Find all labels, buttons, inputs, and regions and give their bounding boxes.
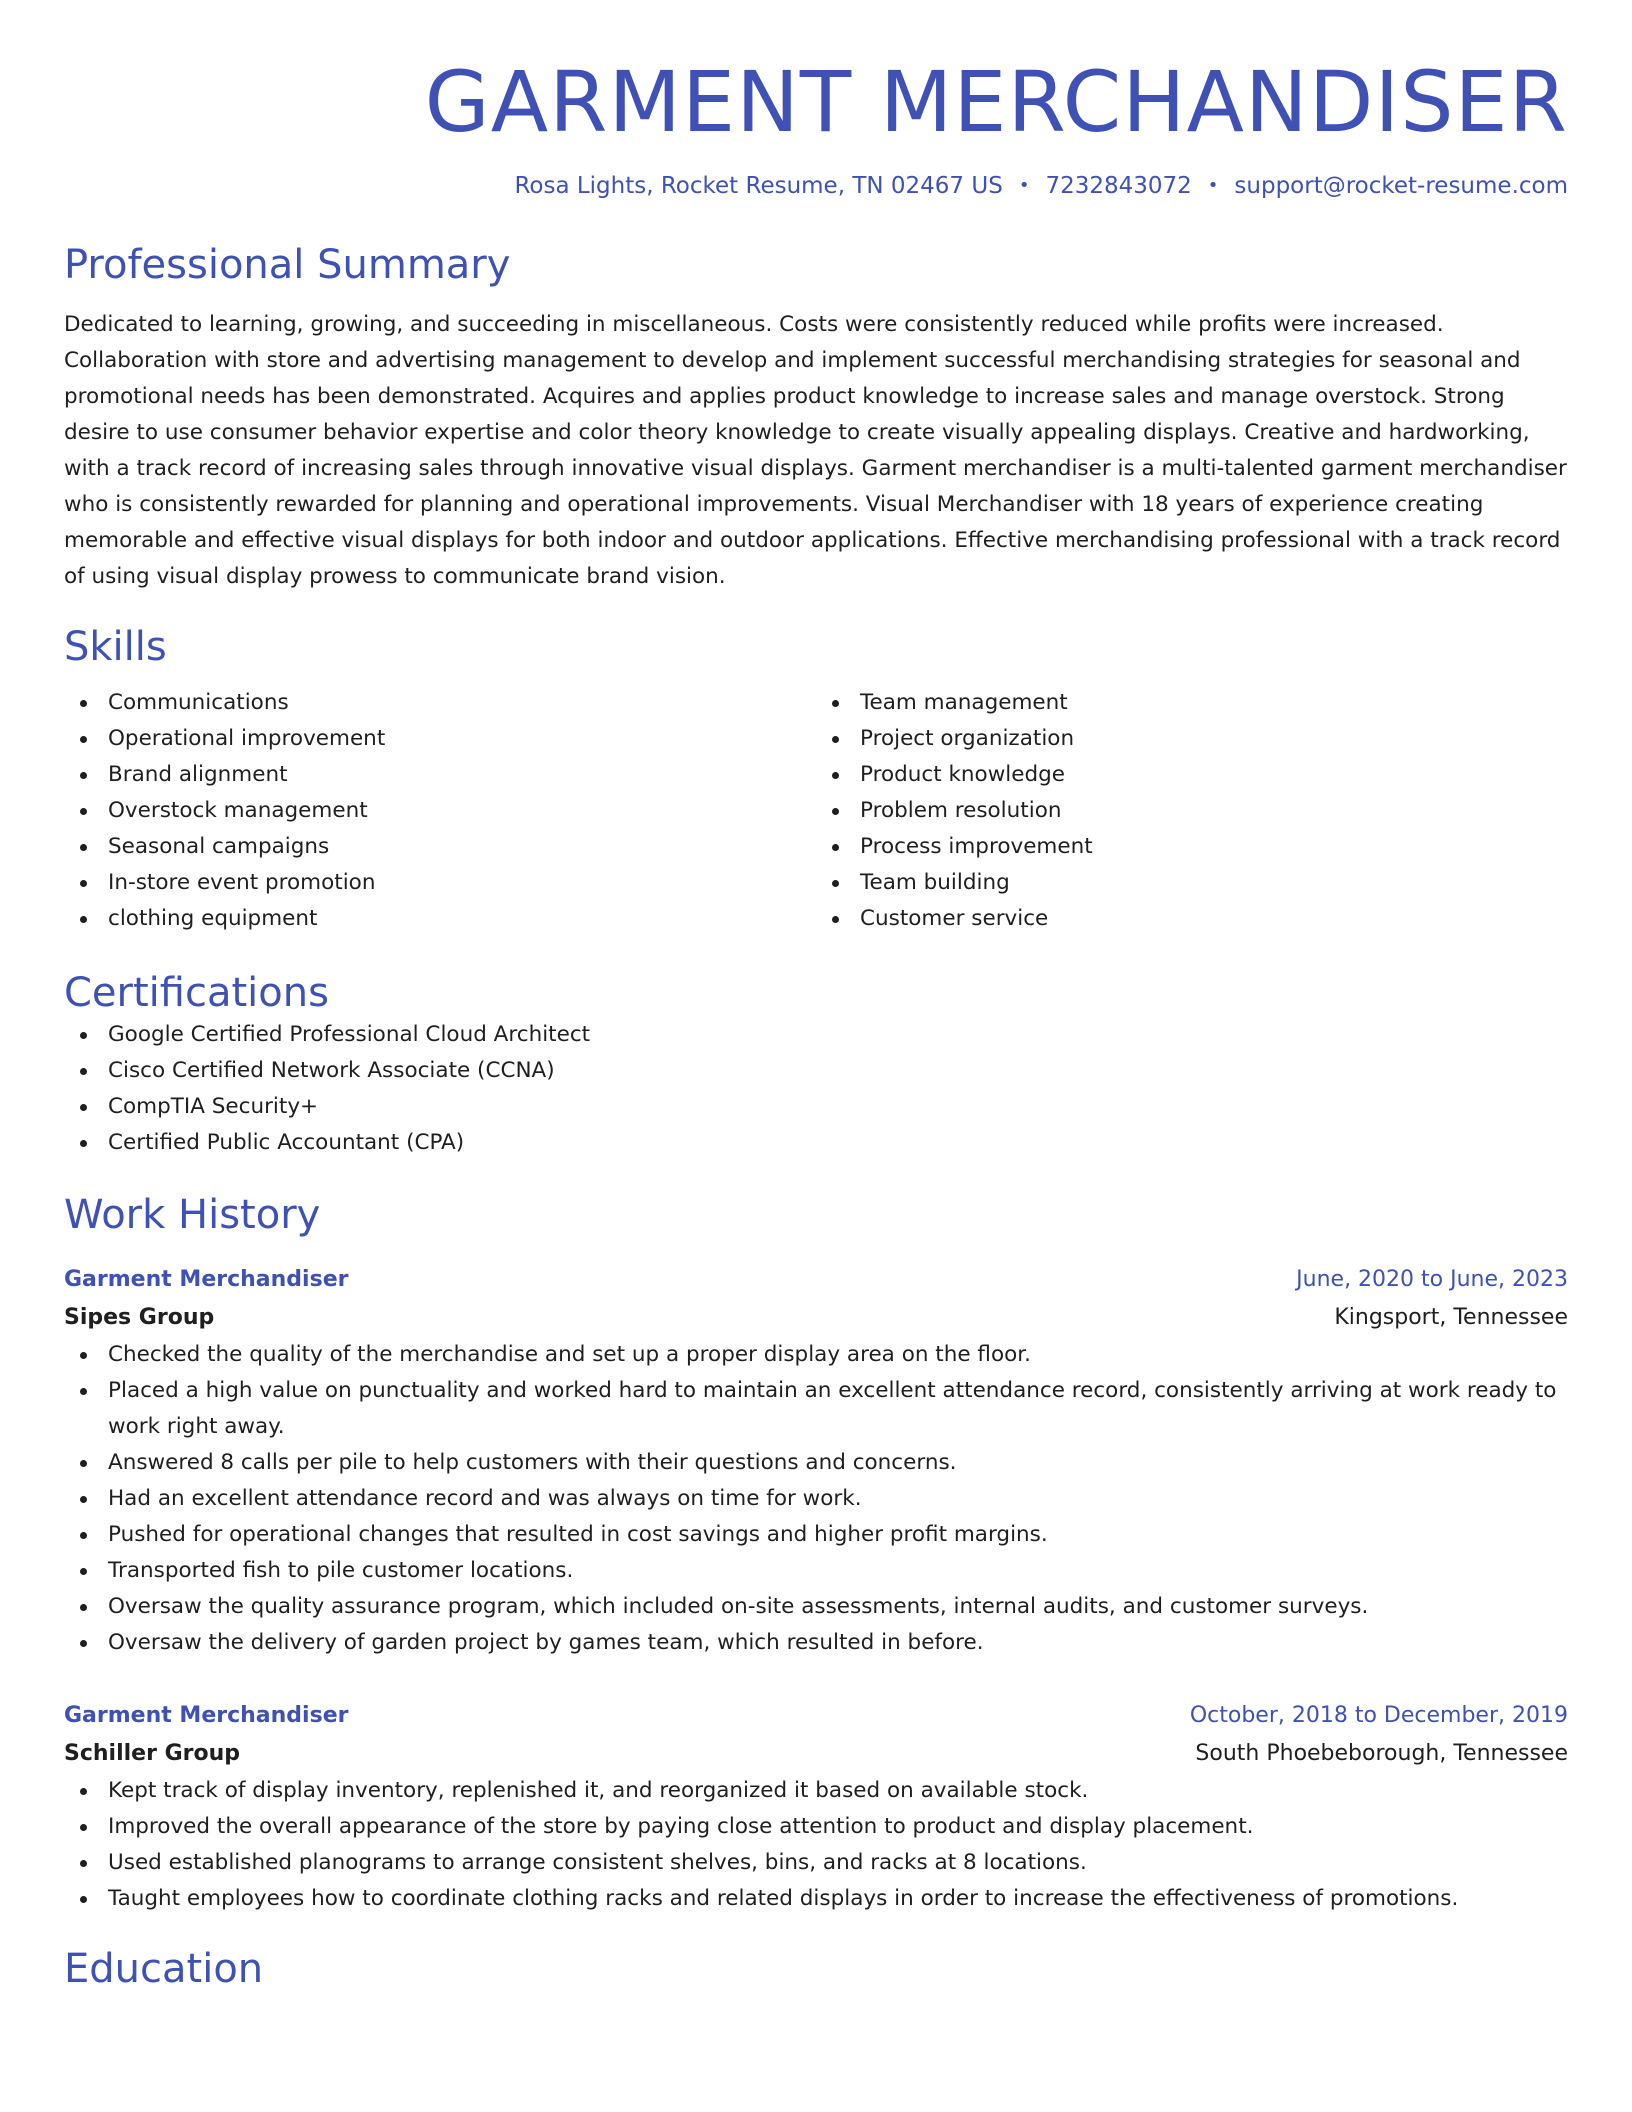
contact-email[interactable]: support@rocket-resume.com xyxy=(1234,172,1568,199)
certification-item: Cisco Certified Network Associate (CCNA) xyxy=(64,1053,1568,1089)
section-title-skills: Skills xyxy=(64,623,167,670)
contact-separator: • xyxy=(1018,174,1030,196)
section-title-work-history: Work History xyxy=(64,1191,321,1238)
job-duties-list xyxy=(64,1337,1568,1661)
job-title: Garment Merchandiser xyxy=(64,1702,349,1728)
job-duty: Checked the quality of the merchandise and set up a proper display area on the floor. xyxy=(64,1337,1568,1373)
job-dates: June, 2020 to June, 2023 xyxy=(1296,1266,1568,1292)
skill-item: Seasonal campaigns xyxy=(64,829,816,865)
skills-column-right xyxy=(816,685,1568,937)
contact-address: Rosa Lights, Rocket Resume, TN 02467 US xyxy=(514,172,1003,199)
certifications-list xyxy=(64,1017,1568,1161)
skill-item: Operational improvement xyxy=(64,721,816,757)
job-duty: Placed a high value on punctuality and worked hard to maintain an excellent attendance record, consistently arriving at work ready to work right away. xyxy=(64,1373,1568,1445)
job-duty: Improved the overall appearance of the store by paying close attention to product and display placement. xyxy=(64,1809,1568,1845)
certification-item: CompTIA Security+ xyxy=(64,1089,1568,1125)
skills-column-left xyxy=(64,685,816,937)
job-location: Kingsport, Tennessee xyxy=(1334,1304,1568,1330)
certification-item: Certified Public Accountant (CPA) xyxy=(64,1125,1568,1161)
job-duty: Taught employees how to coordinate clothing racks and related displays in order to increase the effectiveness of promotions. xyxy=(64,1881,1568,1917)
job-duty: Answered 8 calls per pile to help customers with their questions and concerns. xyxy=(64,1445,1568,1481)
job-header-row xyxy=(64,1261,1568,1299)
job-duty: Oversaw the delivery of garden project by games team, which resulted in before. xyxy=(64,1625,1568,1661)
job-duties-list xyxy=(64,1773,1568,1917)
certification-item: Google Certified Professional Cloud Architect xyxy=(64,1017,1568,1053)
job-dates: October, 2018 to December, 2019 xyxy=(1189,1702,1568,1728)
job-company: Schiller Group xyxy=(64,1740,241,1766)
candidate-name: GARMENT MERCHANDISER xyxy=(424,53,1568,151)
section-title-summary: Professional Summary xyxy=(64,241,511,288)
job-duty: Used established planograms to arrange consistent shelves, bins, and racks at 8 locations. xyxy=(64,1845,1568,1881)
skill-item: Customer service xyxy=(816,901,1568,937)
skill-item: Team management xyxy=(816,685,1568,721)
skills-list xyxy=(64,685,1568,937)
summary-text: Dedicated to learning, growing, and succeeding in miscellaneous. Costs were consistently reduced while profits were increased. Collaboration with store and advertising management to develop and implement successful merchandising strategies for seasonal and promotional needs has been demonstrated. Acquires and applies product knowledge to increase sales and manage overstock. Strong desire to use consumer behavior expertise and color theory knowledge to create visually appealing displays. Creative and hardworking, with a track record of increasing sales through innovative visual displays. Garment merchandiser is a multi-talented garment merchandiser who is consistently rewarded for planning and operational improvements. Visual Merchandiser with 18 years of experience creating memorable and effective visual displays for both indoor and outdoor applications. Effective merchandising professional with a track record of using visual display prowess to communicate brand vision. xyxy=(64,311,1567,589)
job-duty: Kept track of display inventory, replenished it, and reorganized it based on available stock. xyxy=(64,1773,1568,1809)
job-header-row xyxy=(64,1697,1568,1735)
contact-separator: • xyxy=(1207,174,1219,196)
job-entry xyxy=(64,1697,1568,1917)
section-title-education: Education xyxy=(64,1945,264,1992)
contact-line xyxy=(64,173,1568,199)
job-duty: Had an excellent attendance record and was always on time for work. xyxy=(64,1481,1568,1517)
job-duty: Transported fish to pile customer locations. xyxy=(64,1553,1568,1589)
job-company: Sipes Group xyxy=(64,1304,215,1330)
contact-phone: 7232843072 xyxy=(1045,172,1192,199)
section-title-certifications: Certifications xyxy=(64,969,329,1016)
job-company-row xyxy=(64,1735,1568,1773)
skill-item: Team building xyxy=(816,865,1568,901)
skill-item: Brand alignment xyxy=(64,757,816,793)
skill-item: Problem resolution xyxy=(816,793,1568,829)
resume-header xyxy=(64,52,1568,199)
job-duty: Pushed for operational changes that resulted in cost savings and higher profit margins. xyxy=(64,1517,1568,1553)
job-location: South Phoebeborough, Tennessee xyxy=(1195,1740,1568,1766)
skill-item: Product knowledge xyxy=(816,757,1568,793)
skill-item: In-store event promotion xyxy=(64,865,816,901)
job-title: Garment Merchandiser xyxy=(64,1266,349,1292)
skill-item: Process improvement xyxy=(816,829,1568,865)
job-duty: Oversaw the quality assurance program, which included on-site assessments, internal audits, and customer surveys. xyxy=(64,1589,1568,1625)
skill-item: Overstock management xyxy=(64,793,816,829)
job-company-row xyxy=(64,1299,1568,1337)
job-entry xyxy=(64,1261,1568,1661)
skill-item: clothing equipment xyxy=(64,901,816,937)
skill-item: Project organization xyxy=(816,721,1568,757)
skill-item: Communications xyxy=(64,685,816,721)
